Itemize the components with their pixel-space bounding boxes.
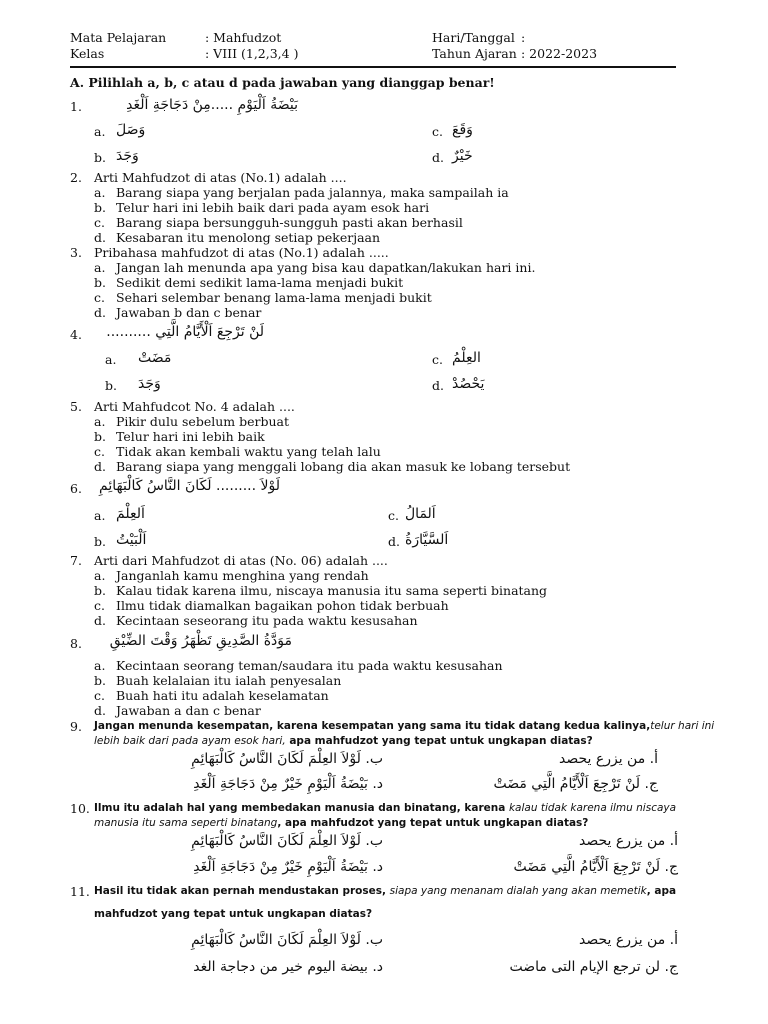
q4-number: 4. xyxy=(70,327,82,342)
q7-opt-c-label: c. xyxy=(94,598,105,613)
q5-opt-b: Telur hari ini lebih baik xyxy=(116,429,265,444)
q11-opt-jim: ج. لن ترجع الإيام التى ماضت xyxy=(509,959,678,975)
q11-text-line1: Hasil itu tidak akan pernah mendustakan proses, siapa yang menanam dialah yang akan memetik, apa xyxy=(94,885,677,897)
q11-number: 11. xyxy=(70,884,90,899)
q6-number: 6. xyxy=(70,481,82,496)
q1-arabic: بَيْضَةُ اَلْيَوْمِ .....مِنْ دَجَاجَةِ اَلْغَدِ xyxy=(126,97,298,113)
subject-label: Mata Pelajaran xyxy=(70,30,167,45)
q10-text-line1: Ilmu itu adalah hal yang membedakan manusia dan binatang, karena kalau tidak karena ilmu niscaya xyxy=(94,802,677,814)
header-divider xyxy=(70,66,676,68)
q8-opt-c-label: c. xyxy=(94,688,105,703)
q3-opt-d-label: d. xyxy=(94,305,106,320)
q5-text: Arti Mahfudcot No. 4 adalah .... xyxy=(94,399,295,414)
q4-opt-b-label: b. xyxy=(105,378,117,393)
q10-opt-alif: أ. من يزرع يحصد xyxy=(578,833,678,849)
q4-opt-d-label: d. xyxy=(432,378,444,393)
q9-opt-alif: أ. من يزرع يحصد xyxy=(558,751,658,767)
q6-opt-b-label: b. xyxy=(94,534,106,549)
q5-opt-b-label: b. xyxy=(94,429,106,444)
q1-opt-b-label: b. xyxy=(94,150,106,165)
q3-opt-c: Sehari selembar benang lama-lama menjadi bukit xyxy=(116,290,432,305)
q2-opt-c: Barang siapa bersungguh-sungguh pasti akan berhasil xyxy=(116,215,463,230)
q9-number: 9. xyxy=(70,719,82,734)
q5-number: 5. xyxy=(70,399,82,414)
q3-opt-b-label: b. xyxy=(94,275,106,290)
q6-opt-c: اَلمَالُ xyxy=(405,506,436,522)
school-year-label: Tahun Ajaran xyxy=(432,46,517,61)
q1-number: 1. xyxy=(70,99,82,114)
q2-opt-a: Barang siapa yang berjalan pada jalannya, maka sampailah ia xyxy=(116,185,509,200)
q10-text-line2: manusia itu sama seperti binatang, apa mahfudzot yang tepat untuk ungkapan diatas? xyxy=(94,817,589,829)
q3-opt-d: Jawaban b dan c benar xyxy=(116,305,262,320)
q6-opt-a: اَلعِلْمَ xyxy=(116,506,145,522)
day-date-label: Hari/Tanggal xyxy=(432,30,515,45)
q3-opt-b: Sedikit demi sedikit lama-lama menjadi bukit xyxy=(116,275,404,290)
q2-opt-b-label: b. xyxy=(94,200,106,215)
q2-text: Arti Mahfudzot di atas (No.1) adalah .... xyxy=(94,170,347,185)
q8-opt-a-label: a. xyxy=(94,658,106,673)
q7-number: 7. xyxy=(70,553,82,568)
q4-opt-c: العِلْمُ xyxy=(452,350,481,366)
school-year-value: : 2022-2023 xyxy=(521,46,598,61)
q8-opt-d: Jawaban a dan c benar xyxy=(116,703,261,718)
q1-opt-a-label: a. xyxy=(94,124,106,139)
q8-opt-b: Buah kelalaian itu ialah penyesalan xyxy=(116,673,342,688)
q4-opt-d: يَحْصُدْ xyxy=(452,376,485,392)
q9-opt-ba: ب. لَوْلاَ العِلْمَ لَكَانَ النَّاسُ كَالْبَهَائِمِ xyxy=(191,751,383,767)
q6-opt-b: اَلْبَيْتُ xyxy=(116,532,147,548)
q2-opt-d: Kesabaran itu menolong setiap pekerjaan xyxy=(116,230,381,245)
q3-opt-a: Jangan lah menunda apa yang bisa kau dapatkan/lakukan hari ini. xyxy=(116,260,536,275)
q4-opt-b: وَجَدَ xyxy=(138,376,161,392)
q6-opt-a-label: a. xyxy=(94,508,106,523)
q5-opt-d: Barang siapa yang menggali lobang dia akan masuk ke lobang tersebut xyxy=(116,459,571,474)
q6-opt-d-label: d. xyxy=(388,534,400,549)
q4-opt-c-label: c. xyxy=(432,352,443,367)
q4-opt-a-label: a. xyxy=(105,352,117,367)
q3-opt-a-label: a. xyxy=(94,260,106,275)
q10-opt-jim: ج. لَنْ تَرْجِعَ اَلْأَيَّامُ الَّتِي مَضَتْ xyxy=(513,859,678,875)
q1-opt-a: وَصَلَ xyxy=(116,122,146,138)
q11-text-line2: mahfudzot yang tepat untuk ungkapan diatas? xyxy=(94,908,373,920)
q7-opt-c: Ilmu tidak diamalkan bagaikan pohon tidak berbuah xyxy=(116,598,449,613)
q8-opt-b-label: b. xyxy=(94,673,106,688)
q2-opt-b: Telur hari ini lebih baik dari pada ayam esok hari xyxy=(116,200,430,215)
q5-opt-a-label: a. xyxy=(94,414,106,429)
q11-opt-alif: أ. من يزرع يحصد xyxy=(578,932,678,948)
q9-opt-dal: د. بَيْضَةُ اَلْيَوْمِ خَيْرٌ مِنْ دَجَاجَةِ اَلْغَدِ xyxy=(193,776,383,792)
q5-opt-c-label: c. xyxy=(94,444,105,459)
q5-opt-d-label: d. xyxy=(94,459,106,474)
q7-opt-b: Kalau tidak karena ilmu, niscaya manusia itu sama seperti binatang xyxy=(116,583,548,598)
q10-number: 10. xyxy=(70,801,90,816)
q3-number: 3. xyxy=(70,245,82,260)
q10-opt-ba: ب. لَوْلاَ العِلْمَ لَكَانَ النَّاسُ كَالْبَهَائِمِ xyxy=(191,833,383,849)
q2-opt-a-label: a. xyxy=(94,185,106,200)
q1-opt-b: وَجَدَ xyxy=(116,148,139,164)
q2-opt-c-label: c. xyxy=(94,215,105,230)
q1-opt-d-label: d. xyxy=(432,150,444,165)
q1-opt-c-label: c. xyxy=(432,124,443,139)
q7-opt-a: Janganlah kamu menghina yang rendah xyxy=(116,568,369,583)
q9-text-line1: Jangan menunda kesempatan, karena kesempatan yang sama itu tidak datang kedua kalinya,telur hari ini xyxy=(94,720,715,732)
q6-opt-c-label: c. xyxy=(388,508,399,523)
q7-text: Arti dari Mahfudzot di atas (No. 06) adalah .... xyxy=(94,553,388,568)
class-value: : VIII (1,2,3,4 ) xyxy=(205,46,299,61)
q10-opt-dal: د. بَيْضَةُ اَلْيَوْمِ خَيْرٌ مِنْ دَجَاجَةِ اَلْغَدِ xyxy=(193,859,383,875)
q3-opt-c-label: c. xyxy=(94,290,105,305)
q2-number: 2. xyxy=(70,170,82,185)
q11-opt-dal: د. بيضة اليوم خير من دجاجة الغد xyxy=(193,959,383,975)
q7-opt-d: Kecintaan seseorang itu pada waktu kesusahan xyxy=(116,613,418,628)
q1-opt-c: وَقَعَ xyxy=(452,122,473,138)
q7-opt-b-label: b. xyxy=(94,583,106,598)
q3-text: Pribahasa mahfudzot di atas (No.1) adalah ..... xyxy=(94,245,389,260)
q8-arabic: مَوَدَّةُ الصَّدِيقِ تَظْهَرُ وَقْتَ الضِّيْقِ xyxy=(109,633,292,649)
q8-number: 8. xyxy=(70,636,82,651)
q6-arabic: لَوْلاَ ......... لَكَانَ النَّاسُ كَالْبَهَائِمِ xyxy=(99,478,280,494)
q4-opt-a: مَضَتْ xyxy=(138,350,172,366)
day-date-value: : xyxy=(521,30,526,45)
q8-opt-c: Buah hati itu adalah keselamatan xyxy=(116,688,329,703)
q7-opt-a-label: a. xyxy=(94,568,106,583)
q7-opt-d-label: d. xyxy=(94,613,106,628)
q9-text-line2: lebih baik dari pada ayam esok hari, apa mahfudzot yang tepat untuk ungkapan diatas? xyxy=(94,735,593,747)
q9-opt-jim: ج. لَنْ تَرْجِعَ اَلْأَيَّامُ الَّتِي مَضَتْ xyxy=(493,776,658,792)
q8-opt-d-label: d. xyxy=(94,703,106,718)
q5-opt-a: Pikir dulu sebelum berbuat xyxy=(116,414,289,429)
q5-opt-c: Tidak akan kembali waktu yang telah lalu xyxy=(116,444,381,459)
subject-value: : Mahfudzot xyxy=(205,30,282,45)
q11-opt-ba: ب. لَوْلاَ العِلْمَ لَكَانَ النَّاسُ كَالْبَهَائِمِ xyxy=(191,932,383,948)
q8-opt-a: Kecintaan seorang teman/saudara itu pada waktu kesusahan xyxy=(116,658,503,673)
section-title: A. Pilihlah a, b, c atau d pada jawaban yang dianggap benar! xyxy=(70,75,495,90)
q2-opt-d-label: d. xyxy=(94,230,106,245)
q1-opt-d: خَيْرٌ xyxy=(452,148,473,164)
q6-opt-d: اَلسَّيَّارَةُ xyxy=(405,532,449,548)
q4-arabic: لَنْ تَرْجِعَ اَلْأَيَّامُ الَّتِي .......... xyxy=(106,324,264,340)
class-label: Kelas xyxy=(70,46,105,61)
